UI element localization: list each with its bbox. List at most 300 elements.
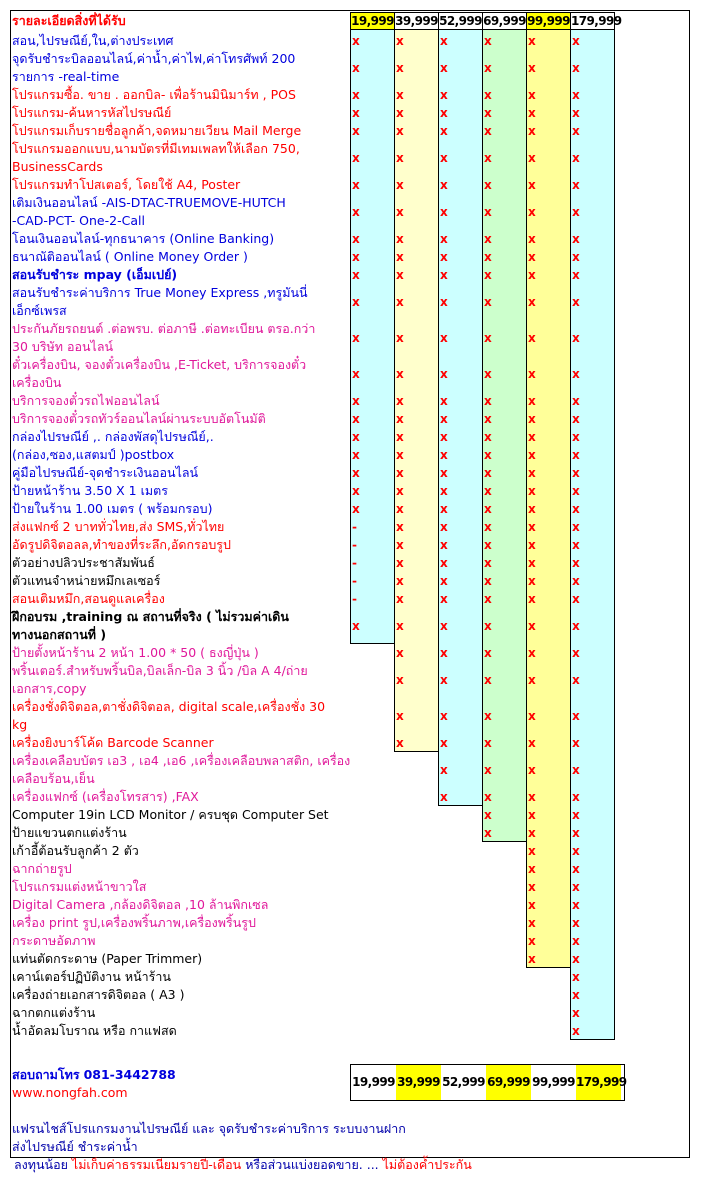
feature-item-text: สอนเติมหมึก,สอนดูแลเครื่อง — [12, 591, 165, 606]
package-column — [394, 30, 439, 752]
included-mark: x — [528, 268, 536, 282]
feature-item — [12, 932, 348, 950]
feature-item-text: โปรแกรมเก็บรายชื่อลูกค้า,จดหมายเวียน Mail Merge — [12, 123, 302, 138]
included-mark: x — [352, 34, 360, 48]
included-mark: x — [396, 367, 404, 381]
included-mark: x — [440, 151, 448, 165]
included-mark: x — [572, 556, 580, 570]
included-mark: x — [528, 844, 536, 858]
feature-item-text: กระดาษอัดภาพ — [12, 933, 96, 948]
feature-item — [12, 32, 348, 50]
feature-item-text: กล่องไปรษณีย์ ,. กล่องพัสดุไปรษณีย์,. — [12, 429, 214, 444]
included-mark: x — [528, 880, 536, 894]
feature-item-text: เครื่องชั่งดิจิตอล,ตาชั่งดิจิตอล, digital scale,เครื่องชั่ง 30 — [12, 699, 326, 714]
included-mark: x — [484, 250, 492, 264]
included-mark: x — [440, 205, 448, 219]
included-mark: x — [396, 673, 404, 687]
feature-item-text: จุดรับชำระบิลออนไลน์,ค่าน้ำ,ค่าไฟ,ค่าโทรศัพท์ 200 — [12, 51, 296, 66]
feature-item-text: พริ้นเตอร์.สำหรับพริ้นบิล,บิลเล็ก-บิล 3 นิ้ว /บิล A 4/ถ่าย — [12, 663, 308, 678]
feature-item-text-cont: เอ็กซ์เพรส — [12, 303, 67, 318]
included-mark: x — [572, 673, 580, 687]
included-mark: x — [484, 412, 492, 426]
not-included-mark: - — [352, 556, 357, 570]
included-mark: x — [572, 538, 580, 552]
feature-item-text: บริการจองตั๋วรถทัวร์ออนไลน์ผ่านระบบอัตโนมัติ — [12, 411, 266, 426]
feature-item-text: ป้ายในร้าน 1.00 เมตร ( พร้อมกรอบ) — [12, 501, 213, 516]
feature-item — [12, 788, 348, 806]
included-mark: x — [396, 124, 404, 138]
feature-item-text-cont: kg — [12, 717, 28, 732]
included-mark: x — [352, 250, 360, 264]
feature-item — [12, 536, 348, 554]
included-mark: x — [484, 538, 492, 552]
included-mark: x — [396, 250, 404, 264]
included-mark: x — [484, 763, 492, 777]
feature-item — [12, 554, 348, 572]
included-mark: x — [484, 124, 492, 138]
included-mark: x — [528, 151, 536, 165]
included-mark: x — [572, 367, 580, 381]
included-mark: x — [572, 232, 580, 246]
included-mark: x — [572, 763, 580, 777]
included-mark: x — [484, 178, 492, 192]
included-mark: x — [484, 232, 492, 246]
included-mark: x — [440, 124, 448, 138]
package-price-header: 39,999 — [395, 14, 438, 28]
feature-item — [12, 392, 348, 410]
included-mark: x — [396, 34, 404, 48]
feature-item-text: บริการจองตั๋วรถไฟออนไลน์ — [12, 393, 160, 408]
included-mark: x — [396, 520, 404, 534]
feature-item — [12, 482, 348, 500]
included-mark: x — [528, 484, 536, 498]
feature-item — [12, 500, 348, 518]
feature-item-text: เครื่อง print รูป,เครื่องพริ้นภาพ,เครื่องพริ้นรูป — [12, 915, 256, 930]
included-mark: x — [484, 448, 492, 462]
not-included-mark: - — [352, 520, 357, 534]
included-mark: x — [484, 736, 492, 750]
feature-item — [12, 176, 348, 194]
included-mark: x — [396, 736, 404, 750]
included-mark: x — [572, 412, 580, 426]
included-mark: x — [396, 331, 404, 345]
website-link[interactable]: www.nongfah.com — [12, 1085, 128, 1100]
included-mark: x — [572, 808, 580, 822]
included-mark: x — [528, 763, 536, 777]
feature-item-text: ตัวอย่างปลิวประชาสัมพันธ์ — [12, 555, 155, 570]
included-mark: x — [528, 430, 536, 444]
included-mark: x — [572, 619, 580, 633]
included-mark: x — [572, 1006, 580, 1020]
included-mark: x — [572, 592, 580, 606]
feature-item — [12, 356, 348, 392]
included-mark: x — [484, 106, 492, 120]
included-mark: x — [396, 88, 404, 102]
included-mark: x — [528, 790, 536, 804]
price-summary-box — [350, 1064, 625, 1101]
included-mark: x — [352, 295, 360, 309]
included-mark: x — [396, 502, 404, 516]
feature-item-text: ธนาณัติออนไลน์ ( Online Money Order ) — [12, 249, 248, 264]
feature-item — [12, 986, 348, 1004]
included-mark: x — [484, 268, 492, 282]
feature-item-text: ส่งแฟกซ์ 2 บาททั่วไทย,ส่ง SMS,ทั่วไทย — [12, 519, 225, 534]
included-mark: x — [572, 952, 580, 966]
included-mark: x — [484, 466, 492, 480]
included-mark: x — [484, 34, 492, 48]
included-mark: x — [484, 808, 492, 822]
included-mark: x — [484, 502, 492, 516]
feature-item — [12, 518, 348, 536]
included-mark: x — [528, 466, 536, 480]
included-mark: x — [528, 394, 536, 408]
feature-item-text: โปรแกรมทำโปสเตอร์, โดยใช้ A4, Poster — [12, 177, 241, 192]
included-mark: x — [484, 592, 492, 606]
included-mark: x — [484, 673, 492, 687]
included-mark: x — [484, 331, 492, 345]
included-mark: x — [352, 88, 360, 102]
feature-item — [12, 1022, 348, 1040]
package-price-header: 179,999 — [571, 14, 622, 28]
included-mark: x — [528, 448, 536, 462]
included-mark: x — [484, 295, 492, 309]
feature-item-text: สอนรับชำระค่าบริการ True Money Express ,ทรูมันนี่ — [12, 285, 308, 300]
feature-item — [12, 824, 348, 842]
feature-item — [12, 914, 348, 932]
included-mark: x — [572, 178, 580, 192]
included-mark: x — [396, 466, 404, 480]
feature-item — [12, 446, 348, 464]
included-mark: x — [396, 151, 404, 165]
feature-item — [12, 662, 348, 698]
feature-item — [12, 428, 348, 446]
included-mark: x — [572, 826, 580, 840]
feature-item-text: โปรแกรมออกแบบ,นามบัตรที่มีเทมเพลทให้เลือก 750, — [12, 141, 300, 156]
included-mark: x — [572, 574, 580, 588]
included-mark: x — [572, 205, 580, 219]
included-mark: x — [440, 232, 448, 246]
feature-item-text-cont: รายการ -real-time — [12, 69, 120, 84]
included-mark: x — [572, 1024, 580, 1038]
included-mark: x — [528, 916, 536, 930]
included-mark: x — [396, 268, 404, 282]
included-mark: x — [572, 646, 580, 660]
feature-item-text-cont: ทางนอกสถานที่ ) — [12, 627, 107, 642]
feature-item-text: เคาน์เตอร์ปฏิบัติงาน หน้าร้าน — [12, 969, 171, 984]
included-mark: x — [396, 556, 404, 570]
included-mark: x — [352, 430, 360, 444]
included-mark: x — [440, 295, 448, 309]
feature-item-text-cont: เครื่องบิน — [12, 375, 62, 390]
tagline-part4: ไม่ต้องค้ำประกัน — [382, 1157, 472, 1172]
feature-item — [12, 248, 348, 266]
included-mark: x — [440, 331, 448, 345]
included-mark: x — [528, 826, 536, 840]
feature-item — [12, 590, 348, 608]
included-mark: x — [440, 502, 448, 516]
included-mark: x — [572, 331, 580, 345]
included-mark: x — [440, 34, 448, 48]
feature-item-text: เครื่องถ่ายเอกสารดิจิตอล ( A3 ) — [12, 987, 185, 1002]
feature-item — [12, 464, 348, 482]
included-mark: x — [396, 412, 404, 426]
feature-item-text: เครื่องแฟกซ์ (เครื่องโทรสาร) ,FAX — [12, 789, 199, 804]
feature-item — [12, 950, 348, 968]
feature-item-text-cont: เคลือบร้อน,เย็น — [12, 771, 95, 786]
included-mark: x — [528, 295, 536, 309]
included-mark: x — [484, 61, 492, 75]
feature-item — [12, 140, 348, 176]
included-mark: x — [352, 205, 360, 219]
feature-item-text: โปรแกรมแต่งหน้าขาวใส — [12, 879, 147, 894]
included-mark: x — [484, 88, 492, 102]
bottom-tagline — [14, 1158, 472, 1172]
included-mark: x — [352, 448, 360, 462]
included-mark: x — [440, 448, 448, 462]
included-mark: x — [484, 574, 492, 588]
included-mark: x — [528, 88, 536, 102]
included-mark: x — [572, 124, 580, 138]
feature-item-text: โอนเงินออนไลน์-ทุกธนาคาร (Online Banking) — [12, 231, 275, 246]
included-mark: x — [572, 34, 580, 48]
included-mark: x — [484, 367, 492, 381]
feature-item — [12, 968, 348, 986]
included-mark: x — [352, 502, 360, 516]
included-mark: x — [528, 205, 536, 219]
included-mark: x — [440, 61, 448, 75]
feature-item — [12, 608, 348, 644]
included-mark: x — [396, 538, 404, 552]
included-mark: x — [572, 709, 580, 723]
included-mark: x — [484, 484, 492, 498]
included-mark: x — [440, 484, 448, 498]
included-mark: x — [572, 970, 580, 984]
included-mark: x — [528, 106, 536, 120]
price-summary-cell: 179,999 — [576, 1065, 621, 1100]
included-mark: x — [528, 250, 536, 264]
included-mark: x — [528, 862, 536, 876]
included-mark: x — [572, 268, 580, 282]
included-mark: x — [484, 646, 492, 660]
included-mark: x — [572, 898, 580, 912]
contact-block — [12, 1066, 176, 1102]
included-mark: x — [528, 592, 536, 606]
package-price-header: 52,999 — [439, 14, 482, 28]
feature-item-text: สอนรับชำระ mpay (เอ็มเปย์) — [12, 267, 178, 282]
included-mark: x — [396, 295, 404, 309]
included-mark: x — [528, 736, 536, 750]
included-mark: x — [440, 574, 448, 588]
feature-item — [12, 86, 348, 104]
included-mark: x — [572, 430, 580, 444]
included-mark: x — [352, 466, 360, 480]
package-price-header: 99,999 — [527, 14, 570, 28]
package-price-header: 69,999 — [483, 14, 526, 28]
feature-item — [12, 194, 348, 230]
feature-item — [12, 104, 348, 122]
feature-item — [12, 878, 348, 896]
feature-item — [12, 806, 348, 824]
feature-item — [12, 122, 348, 140]
feature-item — [12, 842, 348, 860]
feature-item-text: เติมเงินออนไลน์ -AIS-DTAC-TRUEMOVE-HUTCH — [12, 195, 286, 210]
franchise-note — [12, 1120, 406, 1156]
included-mark: x — [572, 790, 580, 804]
included-mark: x — [396, 619, 404, 633]
included-mark: x — [572, 934, 580, 948]
included-mark: x — [528, 646, 536, 660]
included-mark: x — [352, 619, 360, 633]
feature-item — [12, 50, 348, 86]
included-mark: x — [528, 232, 536, 246]
included-mark: x — [572, 862, 580, 876]
included-mark: x — [572, 520, 580, 534]
feature-item — [12, 266, 348, 284]
included-mark: x — [396, 484, 404, 498]
included-mark: x — [572, 736, 580, 750]
feature-item — [12, 734, 348, 752]
package-price-header: 19,999 — [351, 14, 394, 28]
included-mark: x — [528, 808, 536, 822]
included-mark: x — [484, 430, 492, 444]
included-mark: x — [528, 673, 536, 687]
included-mark: x — [572, 295, 580, 309]
included-mark: x — [528, 556, 536, 570]
feature-item — [12, 752, 351, 788]
feature-item-text: ฉากตกแต่งร้าน — [12, 1005, 96, 1020]
feature-item-text: ตั๋วเครื่องบิน, จองตั๋วเครื่องบิน ,E-Ticket, บริการจองตั๋ว — [12, 357, 307, 372]
included-mark: x — [352, 367, 360, 381]
included-mark: x — [572, 250, 580, 264]
included-mark: x — [572, 448, 580, 462]
included-mark: x — [528, 412, 536, 426]
included-mark: x — [440, 178, 448, 192]
price-summary-cell: 52,999 — [441, 1065, 486, 1100]
feature-item — [12, 284, 348, 320]
included-mark: x — [440, 646, 448, 660]
included-mark: x — [396, 430, 404, 444]
included-mark: x — [396, 232, 404, 246]
included-mark: x — [484, 394, 492, 408]
included-mark: x — [440, 88, 448, 102]
feature-item-text: ป้ายแขวนตกแต่งร้าน — [12, 825, 127, 840]
feature-item — [12, 410, 348, 428]
included-mark: x — [484, 619, 492, 633]
included-mark: x — [484, 151, 492, 165]
feature-item-text: คู่มือไปรษณีย์-จุดชำระเงินออนไลน์ — [12, 465, 199, 480]
feature-item — [12, 896, 348, 914]
franchise-note-line2: ส่งไปรษณีย์ ชำระค่าน้ำ — [12, 1139, 138, 1154]
included-mark: x — [528, 898, 536, 912]
included-mark: x — [440, 736, 448, 750]
included-mark: x — [352, 106, 360, 120]
included-mark: x — [572, 106, 580, 120]
feature-item-text: สอน,ไปรษณีย์,ใน,ต่างประเทศ — [12, 33, 174, 48]
franchise-note-line1: แฟรนไชส์โปรแกรมงานไปรษณีย์ และ จุดรับชำระค่าบริการ ระบบงานฝาก — [12, 1121, 406, 1136]
included-mark: x — [572, 880, 580, 894]
included-mark: x — [440, 709, 448, 723]
tagline-part1: ลงทุนน้อย — [14, 1157, 72, 1172]
price-summary-cell: 99,999 — [531, 1065, 576, 1100]
tagline-part3: หรือส่วนแบ่งยอดขาย. ... — [241, 1157, 383, 1172]
not-included-mark: - — [352, 592, 357, 606]
tagline-part2: ไม่เก็บค่าธรรมเนียมรายปี-เดือน — [71, 1157, 242, 1172]
included-mark: x — [440, 538, 448, 552]
not-included-mark: - — [352, 574, 357, 588]
feature-item — [12, 572, 348, 590]
included-mark: x — [396, 709, 404, 723]
included-mark: x — [484, 826, 492, 840]
feature-item-text: เครื่องยิงบาร์โค้ด Barcode Scanner — [12, 735, 214, 750]
included-mark: x — [572, 466, 580, 480]
included-mark: x — [440, 412, 448, 426]
included-mark: x — [484, 556, 492, 570]
included-mark: x — [528, 934, 536, 948]
included-mark: x — [396, 646, 404, 660]
feature-item-text: ตัวแทนจำหน่ายหมึกเลเซอร์ — [12, 573, 161, 588]
feature-item-text-cont: 30 บริษัท ออนไลน์ — [12, 339, 114, 354]
included-mark: x — [440, 250, 448, 264]
included-mark: x — [396, 178, 404, 192]
included-mark: x — [528, 178, 536, 192]
included-mark: x — [528, 538, 536, 552]
feature-item — [12, 644, 348, 662]
included-mark: x — [528, 709, 536, 723]
included-mark: x — [440, 466, 448, 480]
feature-item-text: โปรแกรม-ค้นหารหัสไปรษณีย์ — [12, 105, 172, 120]
included-mark: x — [352, 412, 360, 426]
feature-item-text: Digital Camera ,กล้องดิจิตอล ,10 ล้านพิกเซล — [12, 897, 269, 912]
included-mark: x — [396, 205, 404, 219]
included-mark: x — [396, 61, 404, 75]
price-summary-cell: 39,999 — [396, 1065, 441, 1100]
contact-label: สอบถามโทร — [12, 1067, 80, 1082]
included-mark: x — [440, 106, 448, 120]
included-mark: x — [572, 988, 580, 1002]
included-mark: x — [440, 673, 448, 687]
feature-item-text: ฉากถ่ายรูป — [12, 861, 72, 876]
feature-item — [12, 698, 348, 734]
included-mark: x — [528, 502, 536, 516]
included-mark: x — [352, 484, 360, 498]
included-mark: x — [572, 61, 580, 75]
included-mark: x — [528, 331, 536, 345]
included-mark: x — [528, 574, 536, 588]
included-mark: x — [396, 394, 404, 408]
feature-item — [12, 320, 348, 356]
included-mark: x — [484, 790, 492, 804]
included-mark: x — [528, 520, 536, 534]
feature-item-text: แท่นตัดกระดาษ (Paper Trimmer) — [12, 951, 203, 966]
included-mark: x — [440, 430, 448, 444]
included-mark: x — [352, 232, 360, 246]
feature-item-text: น้ำอัดลมโบราณ หรือ กาแฟสด — [12, 1023, 177, 1038]
included-mark: x — [352, 61, 360, 75]
feature-item — [12, 860, 348, 878]
included-mark: x — [528, 61, 536, 75]
included-mark: x — [440, 556, 448, 570]
included-mark: x — [352, 178, 360, 192]
feature-item-text: Computer 19in LCD Monitor / ครบชุด Computer Set — [12, 807, 329, 822]
feature-item-text: ประกันภัยรถยนต์ .ต่อพรบ. ต่อภาษี .ต่อทะเบียน ตรอ.กว่า — [12, 321, 316, 336]
feature-item-text: ป้ายตั้งหน้าร้าน 2 หน้า 1.00 * 50 ( ธงญี่ปุ่น ) — [12, 645, 259, 660]
included-mark: x — [484, 520, 492, 534]
included-mark: x — [440, 790, 448, 804]
included-mark: x — [528, 34, 536, 48]
contact-phone[interactable]: 081-3442788 — [83, 1067, 176, 1082]
feature-item-text-cont: เอกสาร,copy — [12, 681, 87, 696]
price-summary-cell: 69,999 — [486, 1065, 531, 1100]
